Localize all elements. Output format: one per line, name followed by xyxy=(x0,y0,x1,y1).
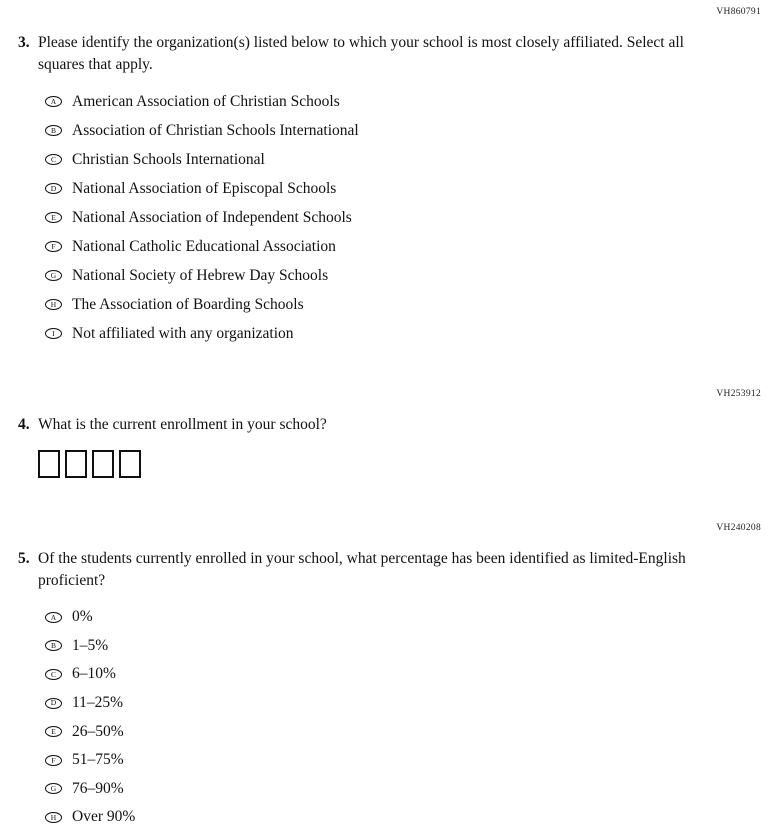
option-label: American Association of Christian Schools xyxy=(72,92,340,110)
answer-option[interactable] xyxy=(45,319,761,348)
option-label: The Association of Boarding Schools xyxy=(72,295,304,313)
question-4-text: What is the current enrollment in your school? xyxy=(38,416,327,433)
question-5-number: 5. xyxy=(18,550,30,567)
answer-option[interactable] xyxy=(45,87,761,116)
answer-option[interactable] xyxy=(45,717,761,746)
option-bubble-i[interactable]: I xyxy=(45,328,62,339)
option-bubble-f[interactable]: F xyxy=(45,755,62,766)
question-3-number: 3. xyxy=(18,34,30,51)
option-label: 0% xyxy=(72,608,93,626)
answer-option[interactable] xyxy=(45,290,761,319)
option-bubble-b[interactable]: B xyxy=(45,640,62,651)
option-bubble-d[interactable]: D xyxy=(45,183,62,194)
answer-option[interactable] xyxy=(45,746,761,775)
enrollment-digit-box[interactable] xyxy=(92,450,114,478)
question-3 xyxy=(18,32,761,348)
answer-option[interactable] xyxy=(45,603,761,632)
option-label: National Catholic Educational Association xyxy=(72,237,336,255)
option-label: 1–5% xyxy=(72,636,109,654)
option-bubble-e[interactable]: E xyxy=(45,212,62,223)
option-label: 76–90% xyxy=(72,779,124,797)
option-label: National Society of Hebrew Day Schools xyxy=(72,266,329,284)
enrollment-digit-box[interactable] xyxy=(65,450,87,478)
option-label: 11–25% xyxy=(72,694,124,712)
option-bubble-c[interactable]: C xyxy=(45,669,62,680)
option-label: Association of Christian Schools International xyxy=(72,121,359,139)
answer-option[interactable] xyxy=(45,689,761,718)
answer-option[interactable] xyxy=(45,803,761,832)
form-code-q4: VH253912 xyxy=(716,389,761,399)
question-4-number: 4. xyxy=(18,416,30,433)
option-bubble-g[interactable]: G xyxy=(45,270,62,281)
answer-option[interactable] xyxy=(45,203,761,232)
enrollment-digit-box[interactable] xyxy=(38,450,60,478)
option-bubble-b[interactable]: B xyxy=(45,125,62,136)
option-label: 51–75% xyxy=(72,751,124,769)
option-bubble-h[interactable]: H xyxy=(45,299,62,310)
form-code-q3: VH860791 xyxy=(716,7,761,17)
answer-option[interactable] xyxy=(45,116,761,145)
option-label: 6–10% xyxy=(72,665,116,683)
option-bubble-c[interactable]: C xyxy=(45,154,62,165)
option-label: National Association of Episcopal Schools xyxy=(72,179,337,197)
enrollment-digit-box[interactable] xyxy=(119,450,141,478)
answer-option[interactable] xyxy=(45,232,761,261)
answer-option[interactable] xyxy=(45,775,761,804)
option-bubble-a[interactable]: A xyxy=(45,612,62,623)
enrollment-digit-boxes xyxy=(38,450,761,478)
option-bubble-d[interactable]: D xyxy=(45,698,62,709)
answer-option[interactable] xyxy=(45,261,761,290)
option-bubble-a[interactable]: A xyxy=(45,96,62,107)
option-label: Christian Schools International xyxy=(72,150,265,168)
option-label: Not affiliated with any organization xyxy=(72,324,294,342)
option-bubble-e[interactable]: E xyxy=(45,726,62,737)
answer-option[interactable] xyxy=(45,660,761,689)
option-label: Over 90% xyxy=(72,808,136,826)
option-label: National Association of Independent Schools xyxy=(72,208,352,226)
question-4 xyxy=(18,414,761,478)
question-3-text: Please identify the organization(s) listed below to which your school is most closely affiliated. Select all squares that apply. xyxy=(38,34,684,73)
question-5-text: Of the students currently enrolled in your school, what percentage has been identified as limited-English proficient? xyxy=(38,550,686,589)
question-5 xyxy=(18,548,761,832)
answer-option[interactable] xyxy=(45,145,761,174)
option-bubble-h[interactable]: H xyxy=(45,812,62,823)
option-bubble-f[interactable]: F xyxy=(45,241,62,252)
option-label: 26–50% xyxy=(72,722,124,740)
option-bubble-g[interactable]: G xyxy=(45,783,62,794)
answer-option[interactable] xyxy=(45,632,761,661)
answer-option[interactable] xyxy=(45,174,761,203)
form-code-q5: VH240208 xyxy=(716,523,761,533)
question-3-options xyxy=(45,87,761,348)
question-5-options xyxy=(45,603,761,832)
